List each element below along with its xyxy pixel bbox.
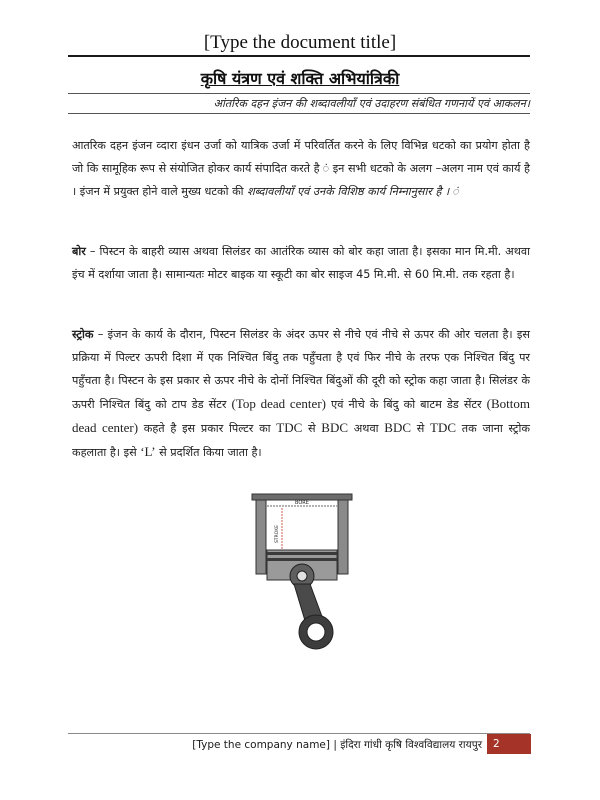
piston-pin [297, 571, 307, 581]
tdc-english: (Top dead center) [231, 396, 326, 411]
title-divider [68, 55, 530, 57]
cylinder-wall-right [338, 494, 348, 574]
stroke-text-5: अथवा [348, 422, 385, 435]
bdc-abbrev-2: BDC [384, 420, 412, 435]
intro-paragraph [72, 134, 530, 203]
bore-label: BORE [295, 500, 309, 506]
intro-text: आतरिक दहन इंजन व्दारा इंधन उर्जा को यात्रिक उर्जा में परिवर्तित करने के लिए विभिन्न धटको का प्रयोग होता है जो कि सामूहिक रूप से संयोजित होकर कार्य संपादित करते है ं इन सभी धटको के अलग –अलग नाम एवं कार्य है । इंजन में प्रयुक्त होने वाले मुख्य धटको की [72, 139, 530, 198]
page-number: 2 [487, 734, 531, 754]
stroke-text-4: से [302, 422, 322, 435]
stroke-label: STROKE [275, 524, 280, 544]
tdc-abbrev-2: TDC [430, 420, 457, 435]
stroke-text-3: कहते है इस प्रकार पिल्टर का [138, 422, 277, 435]
stroke-term: स्ट्रोक [72, 327, 94, 341]
subtitle-divider-bottom [68, 113, 530, 114]
subtitle: आंतरिक दहन इंजन की शब्दावलीयाँ एवं उदाहरण संबंधित गणनायें एवं आकलन। [213, 97, 530, 110]
crank-pin-hole [307, 623, 325, 641]
bdc-english: (Bottom dead center) [72, 396, 531, 435]
stroke-text-8: से प्रदर्शित किया जाता है। [155, 446, 262, 459]
main-heading: कृषि यंत्रण एवं शक्ति अभियांत्रिकी [200, 69, 400, 88]
stroke-symbol: ‘L’ [140, 444, 156, 459]
piston-diagram [250, 492, 354, 652]
footer-divider [68, 733, 530, 734]
stroke-paragraph [72, 323, 530, 464]
intro-italic-text: शब्दावलीयाँ एवं उनके विशिष्ठ कार्य निम्नानुसार है । ं [247, 185, 459, 198]
bore-text: – पिस्टन के बाहरी व्यास अथवा सिलंडर का आतंरिक व्यास को बोर कहा जाता है। इसका मान मि.मी. अथवा इंच में दर्शाया जाता है। सामान्यतः मोटर बाइक या स्कूटी का बोर साइज 45 मि.मी. से 60 मि.मी. तक रहता है। [72, 245, 530, 281]
bore-paragraph [72, 240, 530, 286]
tdc-abbrev: TDC [276, 420, 303, 435]
document-title: [Type the document title] [203, 32, 397, 53]
piston-ring-1 [267, 552, 337, 555]
stroke-text-2: एवं नीचे के बिंदु को बाटम डेड सेंटर [325, 398, 487, 411]
footer-company: [Type the company name] | इंदिरा गांधी कृषि विश्वविद्यालय रायपुर [192, 739, 482, 751]
piston-ring-2 [267, 558, 337, 561]
bdc-abbrev: BDC [321, 420, 349, 435]
subtitle-divider-top [68, 93, 530, 94]
stroke-text-7: तक जाना स्ट्रोक कहलाता है। इसे [72, 422, 530, 459]
cylinder-wall-left [256, 494, 266, 574]
stroke-text-1: – इंजन के कार्य के दौरान, पिस्टन सिलंडर के अंदर ऊपर से नीचे एवं नीचे से ऊपर की ओर चलता है। इस प्रक्रिया में पिल्टर ऊपरी दिशा में एक निश्चित बिंदु तक पहुँचता है एवं फिर नीचे के तरफ एक निश्चित बिंदु पर पहुँचता है। पिस्टन के इस प्रकार से ऊपर नीचे के दोनों निश्चित बिंदुओं की दूरी को स्ट्रोक कहा जाता है। सिलंडर के ऊपरी निश्चित बिंदु को टाप डेड सेंटर [72, 328, 530, 411]
stroke-text-6: से [411, 422, 431, 435]
bore-term: बोर [72, 244, 86, 258]
